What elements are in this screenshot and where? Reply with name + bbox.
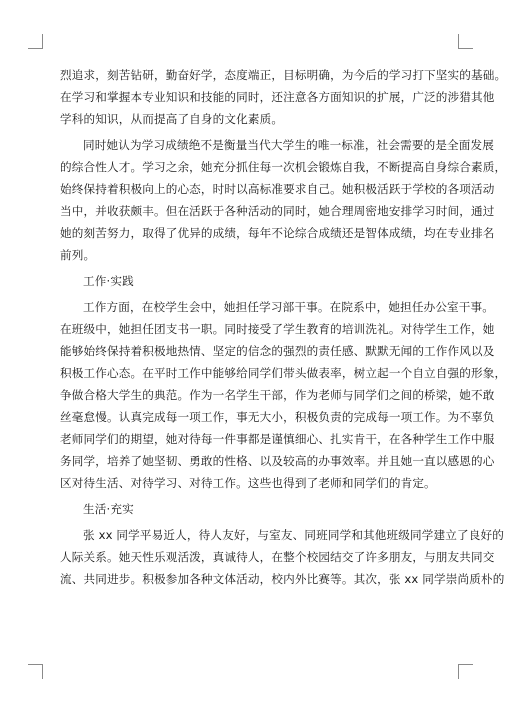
text-line: 学科的知识，从而提高了自身的文化素质。 <box>60 112 284 126</box>
text-line: 在学习和掌握本专业知识和技能的同时，还注意各方面知识的扩展，广泛的涉猎其他 <box>60 90 495 104</box>
text-line: 务同学，培养了她坚韧、勇敢的性格、以及较高的办事效率。并且她一直以感恩的心 <box>60 454 495 468</box>
text-line: 在班级中，她担任团支书一职。同时接受了学生教育的培训洗礼。对待学生工作，她 <box>60 322 495 336</box>
text-line: 流、共同进步。积极参加各种文体活动，校内外比赛等。其次，张 xx 同学崇尚质朴的 <box>60 572 505 586</box>
text-line: 争做合格大学生的典范。作为一名学生干部，作为老师与同学们之间的桥梁，她不敢 <box>60 388 495 402</box>
text-line: 能够始终保持着积极地热情、坚定的信念的强烈的责任感、默默无闻的工作作风以及 <box>60 344 495 358</box>
paragraph-start-line: 同时她认为学习成绩绝不是衡量当代大学生的唯一标准，社会需要的是全面发展 <box>83 138 495 152</box>
document-body <box>60 64 506 590</box>
text-line: 前列。 <box>60 248 96 262</box>
text-line: 的综合性人才。学习之余，她充分抓住每一次机会锻炼自我，不断提高自身综合素质， <box>60 160 506 174</box>
text-line: 烈追求，刻苦钻研，勤奋好学，态度端正，目标明确，为今后的学习打下坚实的基础。 <box>60 68 506 82</box>
text-line: 区对待生活、对待学习、对待工作。这些也得到了老师和同学们的肯定。 <box>60 476 436 490</box>
crop-mark-bottom-right <box>458 664 473 679</box>
text-line: 当中，并收获颇丰。但在活跃于各种活动的同时，她合理周密地安排学习时间，通过 <box>60 204 495 218</box>
paragraph-start-line: 工作方面，在校学生会中，她担任学习部干事。在院系中，她担任办公室干事。 <box>83 300 495 314</box>
text-line: 积极工作心态。在平时工作中能够给同学们带头做表率，树立起一个自立自强的形象， <box>60 366 506 380</box>
text-line: 丝毫怠慢。认真完成每一项工作，事无大小，积极负责的完成每一项工作。为不辜负 <box>60 410 495 424</box>
crop-mark-top-right <box>458 34 473 49</box>
text-line: 始终保持着积极向上的心态，时时以高标准要求自己。她积极活跃于学校的各项活动 <box>60 182 495 196</box>
section-heading-life: 生活·充实 <box>83 502 134 516</box>
crop-mark-bottom-left <box>28 664 43 679</box>
text-line: 人际关系。她天性乐观活泼，真诚待人，在整个校园结交了许多朋友，与朋友共同交 <box>60 550 495 564</box>
paragraph-start-line: 张 xx 同学平易近人，待人友好，与室友、同班同学和其他班级同学建立了良好的 <box>83 528 504 542</box>
section-heading-work: 工作·实践 <box>83 274 134 288</box>
crop-mark-top-left <box>28 34 43 49</box>
text-line: 她的刻苦努力，取得了优异的成绩，每年不论综合成绩还是智体成绩，均在专业排名 <box>60 226 495 240</box>
text-line: 老师同学们的期望，她对待每一件事都是谨慎细心、扎实肯干，在各种学生工作中服 <box>60 432 495 446</box>
